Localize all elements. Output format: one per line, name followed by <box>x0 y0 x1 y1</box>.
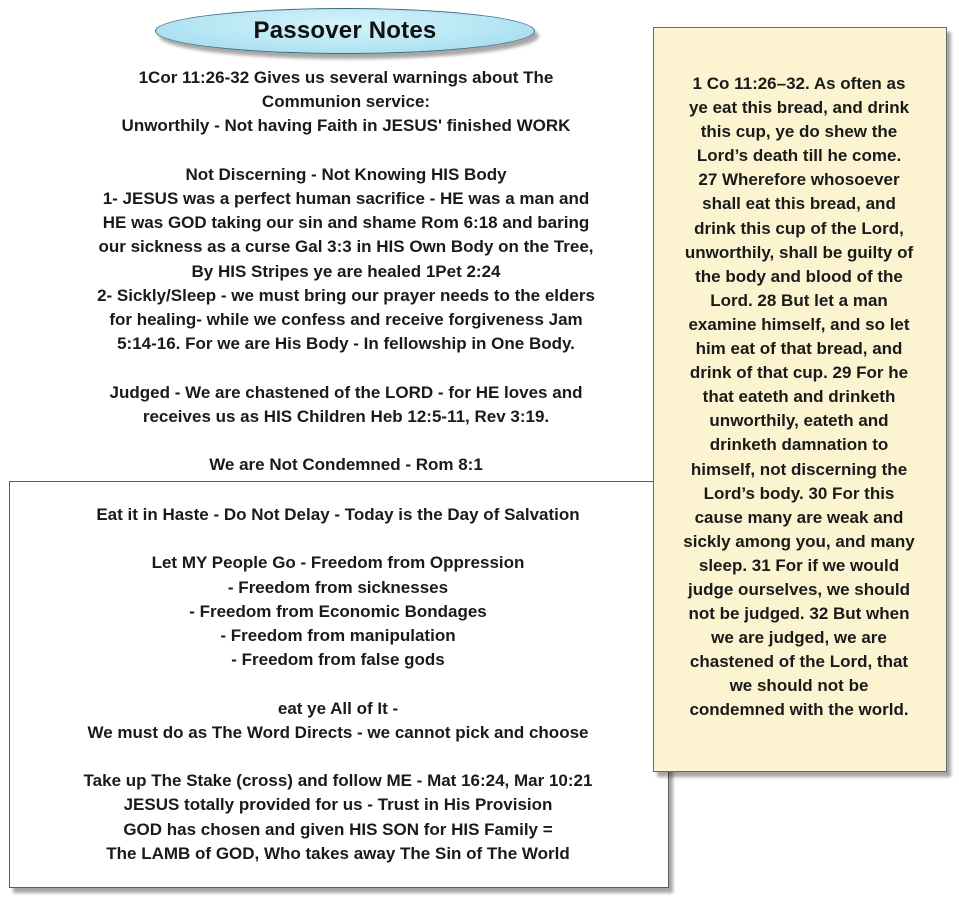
notes-line: Let MY People Go - Freedom from Oppression <box>151 553 525 573</box>
scripture-line: chastened of the Lord, that <box>689 652 909 672</box>
blank-line <box>9 745 667 769</box>
scripture-line: sickly among you, and many <box>683 531 915 551</box>
notes-line: 5:14-16. For we are His Body - In fellowship in One Body. <box>117 334 575 354</box>
notes-line: By HIS Stripes ye are healed 1Pet 2:24 <box>191 261 501 281</box>
notes-line: Not Discerning - Not Knowing HIS Body <box>185 164 507 184</box>
notes-line: HE was GOD taking our sin and shame Rom 6:18 and baring <box>102 213 590 233</box>
notes-line: JESUS totally provided for us - Trust in His Provision <box>123 795 553 815</box>
scripture-text <box>653 72 945 723</box>
scripture-line: him eat of that bread, and <box>695 339 903 359</box>
notes-line: Take up The Stake (cross) and follow ME - Mat 16:24, Mar 10:21 <box>83 771 593 791</box>
notes-line: receives us as HIS Children Heb 12:5-11, Rev 3:19. <box>142 406 550 426</box>
blank-line <box>40 139 652 163</box>
scripture-line: sleep. 31 For if we would <box>698 555 900 575</box>
notes-top-section <box>40 66 652 477</box>
scripture-line: 27 Wherefore whosoever <box>698 170 900 190</box>
scripture-line: unworthily, shall be guilty of <box>684 242 914 262</box>
notes-line: We must do as The Word Directs - we cannot pick and choose <box>87 722 589 742</box>
notes-line: Unworthily - Not having Faith in JESUS' finished WORK <box>121 116 571 136</box>
scripture-line: drink this cup of the Lord, <box>694 218 904 238</box>
notes-line: Eat it in Haste - Do Not Delay - Today is the Day of Salvation <box>96 505 580 524</box>
scripture-line: ye eat this bread, and drink <box>688 98 910 118</box>
notes-line: Communion service: <box>261 92 431 112</box>
notes-line: Judged - We are chastened of the LORD - for HE loves and <box>109 382 583 402</box>
notes-line: - Freedom from sicknesses <box>227 577 449 597</box>
scripture-line: this cup, ye do shew the <box>700 122 898 142</box>
scripture-line: we should not be <box>729 676 869 696</box>
notes-line: The LAMB of GOD, Who takes away The Sin of The World <box>106 843 570 863</box>
blank-line <box>9 672 667 696</box>
notes-line: GOD has chosen and given HIS SON for HIS Family = <box>123 819 553 839</box>
blank-line <box>9 527 667 551</box>
notes-line: 1- JESUS was a perfect human sacrifice - HE was a man and <box>102 189 590 208</box>
title-banner <box>155 8 535 54</box>
notes-line: - Freedom from manipulation <box>220 626 456 645</box>
scripture-line: Lord’s death till he come. <box>696 146 902 166</box>
scripture-line: condemned with the world. <box>689 700 909 720</box>
scripture-line: himself, not discerning the <box>690 459 908 479</box>
notes-bottom-section <box>9 503 667 866</box>
blank-line <box>40 356 652 380</box>
notes-line: eat ye All of It - <box>277 698 399 718</box>
notes-line: - Freedom from Economic Bondages <box>189 601 487 621</box>
scripture-line: drinketh damnation to <box>709 435 889 455</box>
scripture-line: examine himself, and so let <box>688 314 910 334</box>
scripture-line: unworthily, eateth and <box>709 411 889 431</box>
notes-line: - Freedom from false gods <box>231 650 445 670</box>
scripture-line: cause many are weak and <box>694 507 904 527</box>
notes-line: our sickness as a curse Gal 3:3 in HIS Own Body on the Tree, <box>98 237 594 257</box>
notes-line: 2- Sickly/Sleep - we must bring our prayer needs to the elders <box>97 285 595 305</box>
scripture-line: judge ourselves, we should <box>688 579 910 599</box>
scripture-line: not be judged. 32 But when <box>688 604 910 624</box>
notes-line: 1Cor 11:26-32 Gives us several warnings about The <box>138 68 554 87</box>
scripture-line: that eateth and drinketh <box>702 387 896 407</box>
scripture-line: 1 Co 11:26–32. As often as <box>692 74 906 93</box>
notes-line: for healing- while we confess and receive forgiveness Jam <box>109 310 583 330</box>
scripture-line: drink of that cup. 29 For he <box>689 363 909 383</box>
page-title: Passover Notes <box>253 17 437 44</box>
scripture-line: we are judged, we are <box>711 628 887 648</box>
scripture-line: Lord’s body. 30 For this <box>703 483 895 503</box>
scripture-line: the body and blood of the <box>695 266 903 286</box>
notes-line: We are Not Condemned - Rom 8:1 <box>209 455 483 475</box>
scripture-line: Lord. 28 But let a man <box>710 290 888 310</box>
blank-line <box>40 429 652 453</box>
scripture-line: shall eat this bread, and <box>702 194 896 214</box>
